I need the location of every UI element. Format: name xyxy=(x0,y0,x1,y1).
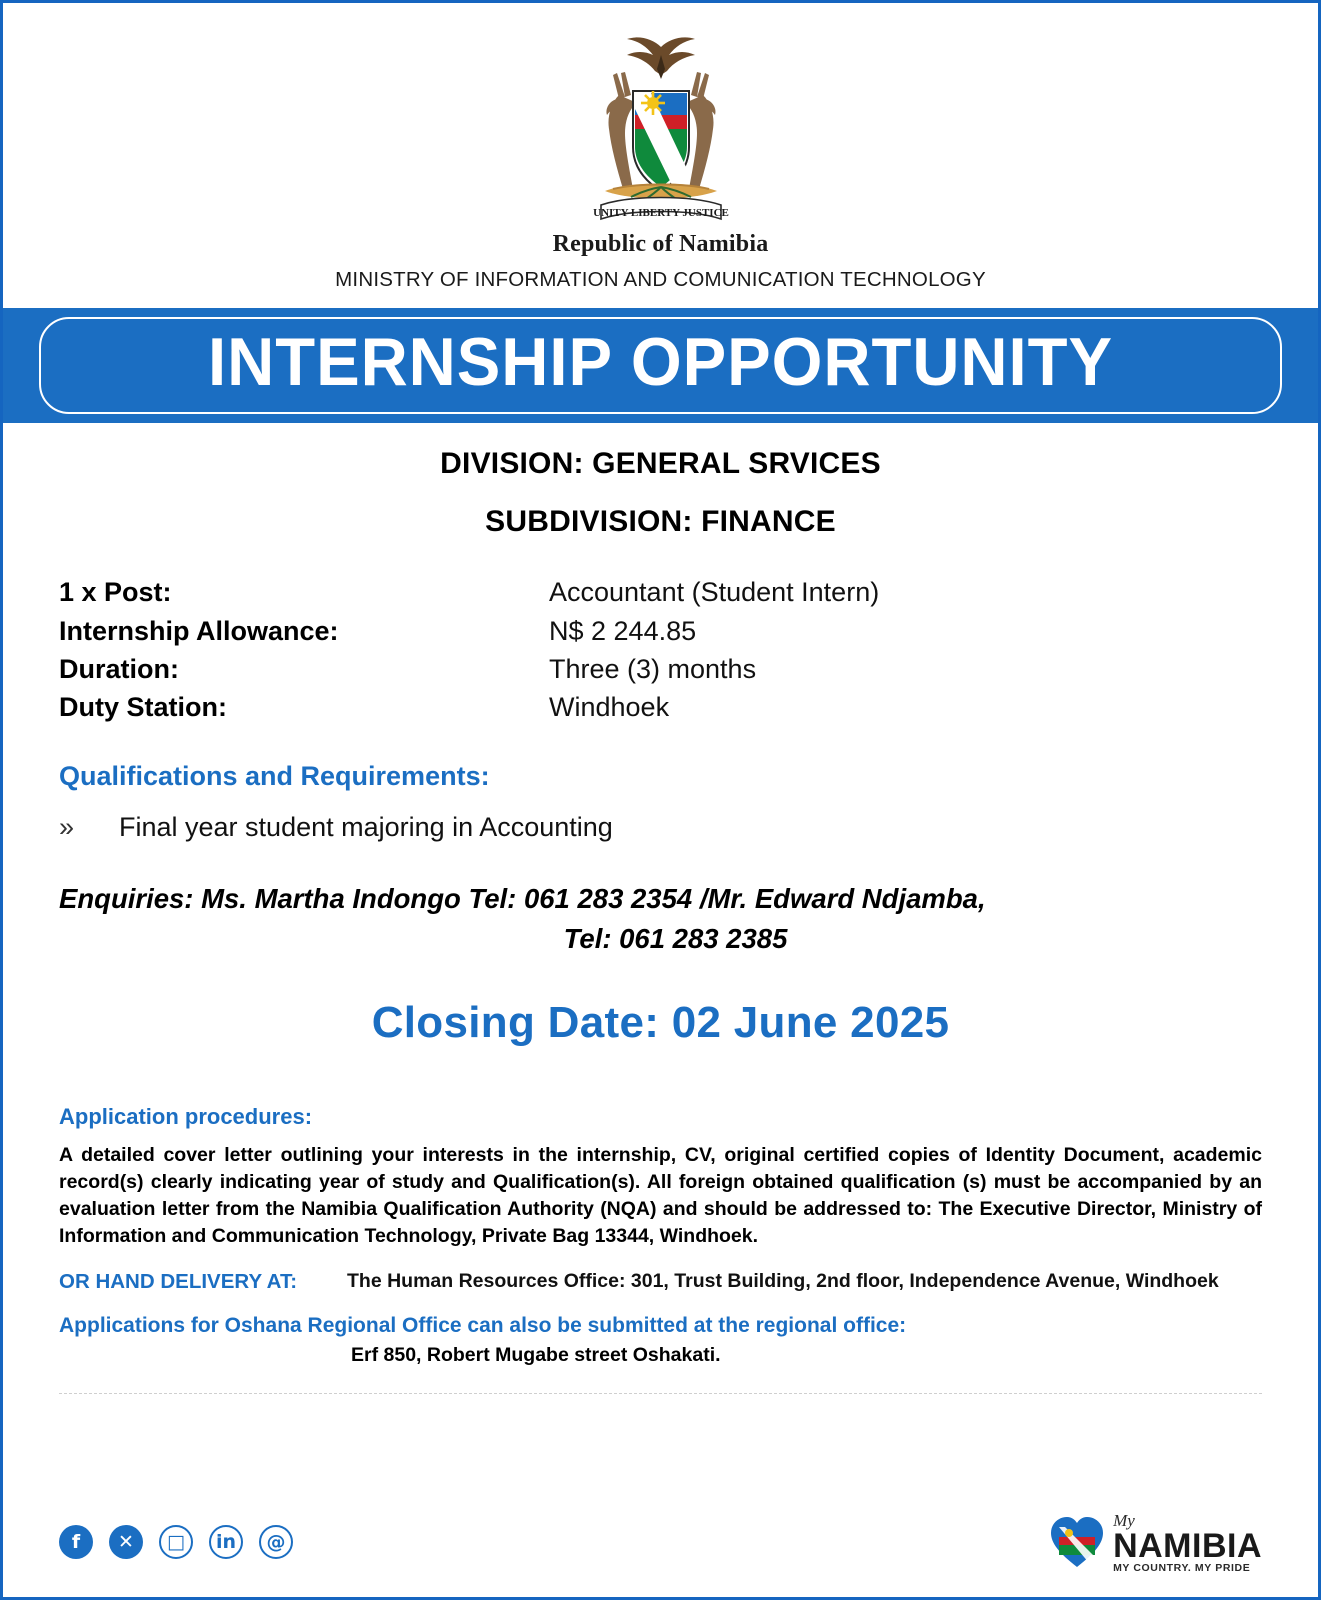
qualifications-heading: Qualifications and Requirements: xyxy=(59,760,490,791)
republic-label: Republic of Namibia xyxy=(552,231,769,257)
x-twitter-icon[interactable]: ✕ xyxy=(109,1525,143,1559)
application-procedures-body: A detailed cover letter outlining your interests in the internship, CV, original certified copies of Identity Document, academic record(s) clearly indicating year of study and Qualification(s). All foreign obtained qualification (s) must be accompanied by an evaluation letter from the Namibia Qualification Authority (NQA) and should be addressed to: The Executive Director, Ministry of Information and Communication Technology, Private Bag 13344, Windhoek. xyxy=(59,1144,1262,1248)
namibia-coat-of-arms-icon xyxy=(561,29,761,229)
threads-icon[interactable]: @ xyxy=(259,1525,293,1559)
brand-tagline: MY COUNTRY. MY PRIDE xyxy=(1113,1561,1251,1574)
brand-namibia: NAMIBIA xyxy=(1113,1526,1262,1565)
closing-date: Closing Date: 02 June 2025 xyxy=(371,998,950,1048)
oshana-address: Erf 850, Robert Mugabe street Oshakati. xyxy=(351,1343,721,1366)
hand-delivery-row xyxy=(59,1268,1262,1296)
oshana-heading: Applications for Oshana Regional Office can also be submitted at the regional office: xyxy=(59,1313,907,1337)
document-header xyxy=(3,3,1318,292)
detail-row xyxy=(59,650,1318,688)
social-links xyxy=(59,1525,293,1559)
detail-label: Internship Allowance: xyxy=(59,615,339,646)
detail-value: Windhoek xyxy=(549,692,670,723)
subdivision-heading: SUBDIVISION: FINANCE xyxy=(485,505,836,539)
svg-text:UNITY LIBERTY JUSTICE: UNITY LIBERTY JUSTICE xyxy=(592,207,729,219)
footer xyxy=(3,1512,1318,1574)
my-namibia-logo xyxy=(1049,1512,1262,1574)
detail-value: N$ 2 244.85 xyxy=(549,615,697,646)
detail-row xyxy=(59,573,1318,611)
hand-delivery-address: The Human Resources Office: 301, Trust Building, 2nd floor, Independence Avenue, Windhoek xyxy=(347,1270,1219,1293)
detail-label: Duration: xyxy=(59,654,179,685)
enquiries-line-1: Enquiries: Ms. Martha Indongo Tel: 061 283 2354 /Mr. Edward Ndjamba, xyxy=(59,882,986,914)
detail-row xyxy=(59,688,1318,726)
banner xyxy=(3,308,1318,423)
detail-value: Three (3) months xyxy=(549,654,757,685)
qualification-item xyxy=(59,812,1318,843)
footer-divider xyxy=(59,1393,1262,1394)
post-details xyxy=(59,573,1318,726)
banner-frame xyxy=(39,317,1282,414)
brand-my: My xyxy=(1113,1510,1135,1530)
banner-title: INTERNSHIP OPPORTUNITY xyxy=(208,324,1113,400)
enquiries-line-2: Tel: 061 283 2385 xyxy=(563,922,788,954)
qualification-text: Final year student majoring in Accounting xyxy=(119,811,613,842)
detail-label: Duty Station: xyxy=(59,692,227,723)
detail-row xyxy=(59,612,1318,650)
instagram-icon[interactable]: □ xyxy=(159,1525,193,1559)
detail-label: 1 x Post: xyxy=(59,577,172,608)
ministry-label: MINISTRY OF INFORMATION AND COMUNICATION TECHNOLOGY xyxy=(335,268,986,291)
linkedin-icon[interactable]: in xyxy=(209,1525,243,1559)
enquiries-block xyxy=(59,879,1262,959)
brand-text xyxy=(1113,1512,1262,1574)
detail-value: Accountant (Student Intern) xyxy=(549,577,880,608)
application-procedures-heading: Application procedures: xyxy=(59,1104,313,1130)
facebook-icon[interactable]: f xyxy=(59,1525,93,1559)
division-heading: DIVISION: GENERAL SRVICES xyxy=(440,447,881,481)
bullet-icon: » xyxy=(59,811,75,842)
heart-flag-icon xyxy=(1049,1515,1105,1569)
hand-delivery-label: OR HAND DELIVERY AT: xyxy=(59,1270,298,1294)
